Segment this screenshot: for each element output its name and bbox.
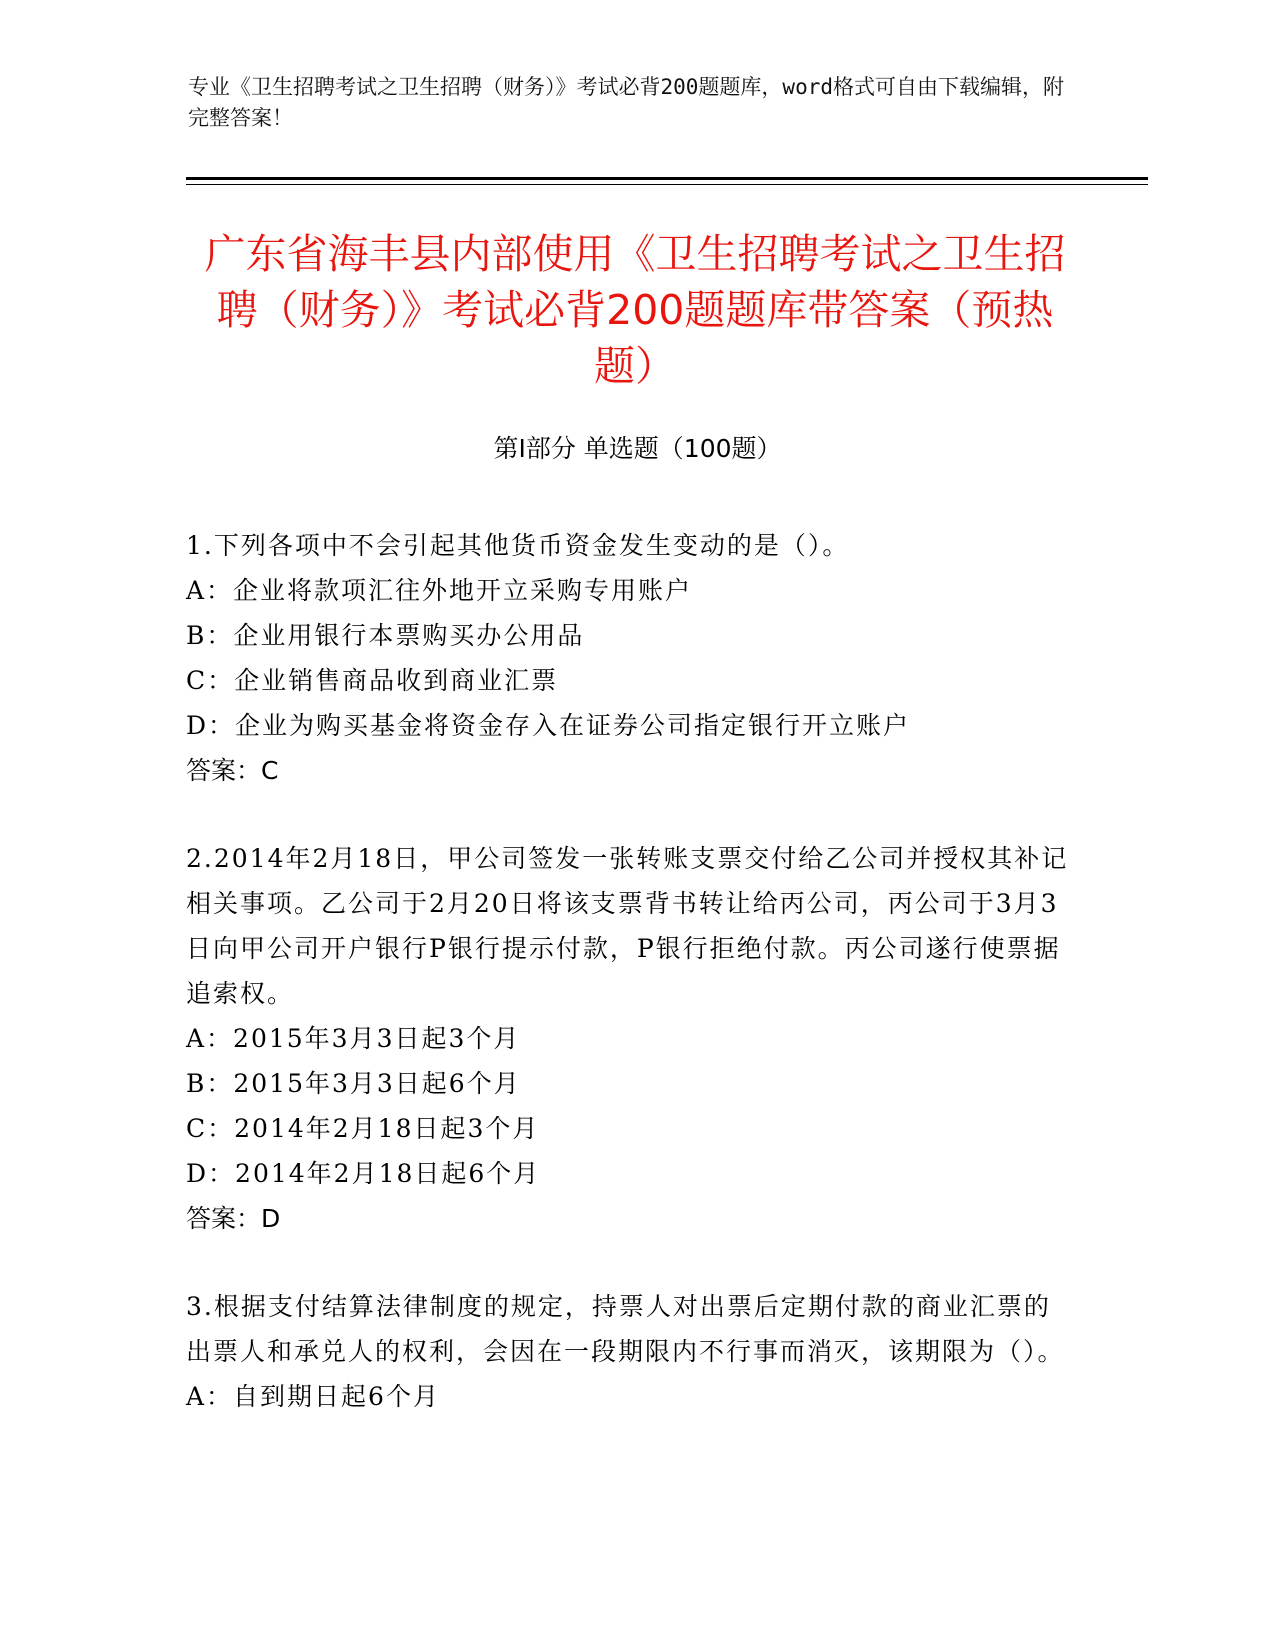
- option-c: C：企业销售商品收到商业汇票: [186, 666, 559, 695]
- question-2: [186, 836, 1076, 1241]
- option-b: B：企业用银行本票购买办公用品: [186, 621, 585, 650]
- question-text: 2.2014年2月18日，甲公司签发一张转账支票交付给乙公司并授权其补记相关事项。乙公司于2月20日将该支票背书转让给丙公司，丙公司于3月3日向甲公司开户银行P银行提示付款，P银行拒绝付款。丙公司遂行使票据追索权。: [186, 844, 1069, 1008]
- option-c: C：2014年2月18日起3个月: [186, 1114, 540, 1143]
- header-divider-thick: [186, 177, 1148, 180]
- question-3: [186, 1284, 1076, 1419]
- section-heading: 第Ⅰ部分 单选题（100题）: [493, 434, 782, 463]
- question-text: 1.下列各项中不会引起其他货币资金发生变动的是（）。: [186, 531, 850, 560]
- question-1: [186, 523, 1076, 793]
- header-note: 专业《卫生招聘考试之卫生招聘（财务）》考试必背200题题库，word格式可自由下载编辑，附完整答案！: [188, 75, 1064, 130]
- document-title: 广东省海丰县内部使用《卫生招聘考试之卫生招聘（财务）》考试必背200题题库带答案（预热题）: [204, 230, 1066, 390]
- question-list: [186, 523, 1076, 1462]
- answer: 答案：C: [186, 756, 279, 785]
- header-divider-thin: [186, 184, 1148, 185]
- option-a: A：自到期日起6个月: [186, 1382, 440, 1411]
- option-b: B：2015年3月3日起6个月: [186, 1069, 521, 1098]
- option-a: A：企业将款项汇往外地开立采购专用账户: [186, 576, 693, 605]
- option-d: D：企业为购买基金将资金存入在证券公司指定银行开立账户: [186, 711, 911, 740]
- option-d: D：2014年2月18日起6个月: [186, 1159, 541, 1188]
- option-a: A：2015年3月3日起3个月: [186, 1024, 521, 1053]
- question-text: 3.根据支付结算法律制度的规定，持票人对出票后定期付款的商业汇票的出票人和承兑人的权利，会因在一段期限内不行事而消灭，该期限为（）。: [186, 1292, 1065, 1366]
- answer: 答案：D: [186, 1204, 281, 1233]
